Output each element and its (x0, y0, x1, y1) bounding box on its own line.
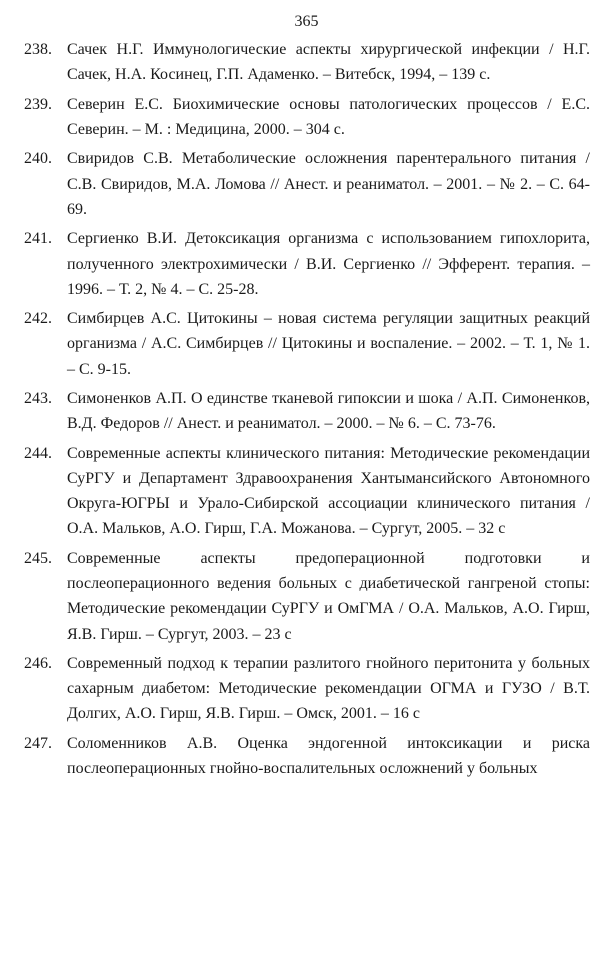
reference-item (24, 306, 590, 382)
reference-text: Сачек Н.Г. Иммунологические аспекты хирургической инфекции / Н.Г. Сачек, Н.А. Косинец, Г.П. Адаменко. – Витебск, 1994, – 139 с. (67, 41, 590, 84)
reference-item (24, 92, 590, 142)
reference-item (24, 226, 590, 302)
reference-number: 245. (24, 549, 52, 567)
reference-number: 244. (24, 444, 52, 462)
reference-number: 239. (24, 95, 52, 113)
reference-number: 238. (24, 41, 52, 58)
reference-text: Современный подход к терапии разлитого гнойного перитонита у больных сахарным диабетом: Методические рекомендации ОГМА и ГУЗО / В.Т. Долгих, А.О. Гирш, Я.В. Гирш. – Омск, 2001. – 16 с (67, 655, 590, 723)
reference-item (24, 731, 590, 781)
reference-number: 247. (24, 734, 52, 752)
reference-number: 243. (24, 390, 52, 408)
reference-list (24, 37, 590, 786)
reference-text: Соломенников А.В. Оценка эндогенной интоксикации и риска послеоперационных гнойно-воспалительных осложнений у больных (67, 734, 590, 778)
reference-number: 240. (24, 150, 52, 168)
reference-text: Современные аспекты клинического питания: Методические рекомендации СуРГУ и Департамент Здравоохранения Хантымансийского Автономного Округа-ЮГРЫ и Урало-Сибирской ассоциации клинического питания / О.А. Мальков, А.О. Гирш, Г.А. Можанова. – Сургут, 2005. – 32 с (67, 444, 590, 538)
reference-text: Симоненков А.П. О единстве тканевой гипоксии и шока / А.П. Симоненков, В.Д. Федоров // Анест. и реаниматол. – 2000. – № 6. – С. 73-76. (67, 390, 590, 433)
reference-number: 242. (24, 310, 52, 328)
reference-text: Свиридов С.В. Метаболические осложнения парентерального питания / С.В. Свиридов, М.А. Ломова // Анест. и реаниматол. – 2001. – № 2. – С. 64-69. (67, 150, 590, 218)
reference-item (24, 651, 590, 727)
reference-item (24, 386, 590, 436)
reference-text: Северин Е.С. Биохимические основы патологических процессов / Е.С. Северин. – М. : Медицина, 2000. – 304 с. (67, 95, 590, 138)
page-number: 365 (294, 13, 319, 30)
reference-text: Сергиенко В.И. Детоксикация организма с использованием гипохлорита, полученного электрохимически / В.И. Сергиенко // Эфферент. терапия. – 1996. – Т. 2, № 4. – С. 25-28. (67, 230, 590, 298)
reference-number: 241. (24, 230, 52, 248)
reference-item (24, 37, 590, 87)
reference-text: Современные аспекты предоперационной подготовки и послеоперационного ведения больных с диабетической гангреной стопы: Методические рекомендации СуРГУ и ОмГМА / О.А. Мальков, А.О. Гирш, Я.В. Гирш. – Сургут, 2003. – 23 с (67, 549, 590, 643)
reference-item (24, 546, 590, 647)
reference-item (24, 441, 590, 542)
reference-item (24, 146, 590, 222)
reference-number: 246. (24, 655, 52, 673)
reference-text: Симбирцев А.С. Цитокины – новая система регуляции защитных реакций организма / А.С. Симбирцев // Цитокины и воспаление. – 2002. – Т. 1, № 1. – С. 9-15. (67, 310, 590, 378)
